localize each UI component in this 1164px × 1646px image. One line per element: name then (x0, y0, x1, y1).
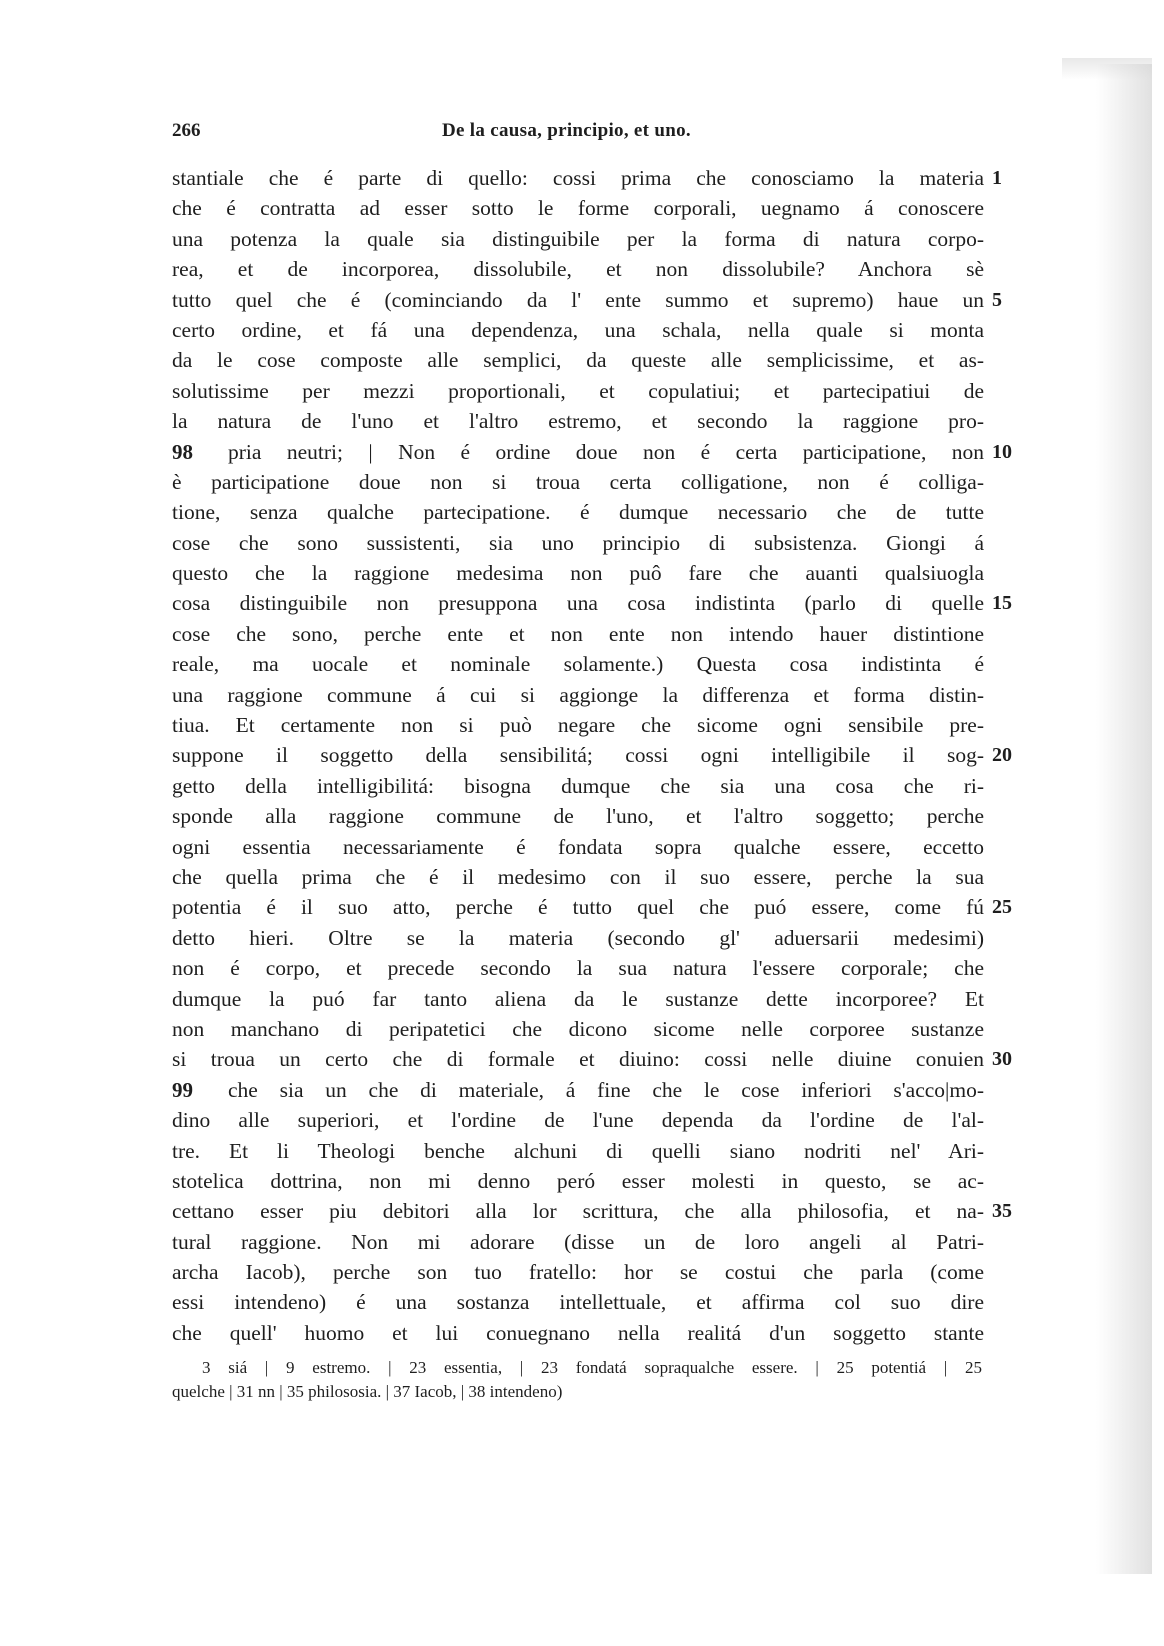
footnote-line: 3 siá | 9 estremo. | 23 essentia, | 23 fondatá sopraqualche essere. | 25 potentiá | 25 (202, 1358, 982, 1377)
line-text: tutto quel che é (cominciando da l' ente summo et supremo) haue un (172, 287, 984, 312)
text-line (172, 984, 984, 1014)
text-line (172, 1014, 984, 1044)
line-text: una potenza la quale sia distinguibile per la forma di natura corpo- (172, 226, 984, 251)
text-line (172, 649, 984, 679)
text-line (172, 497, 984, 527)
text-line (172, 285, 1002, 315)
line-text: stotelica dottrina, non mi denno peró esser molesti in questo, se ac- (172, 1168, 984, 1193)
line-text: tiua. Et certamente non si può negare che sicome ogni sensibile pre- (172, 713, 984, 738)
line-text: cosa distinguibile non presuppona una cosa indistinta (parlo di quelle (172, 591, 984, 616)
line-text: che é contratta ad esser sotto le forme corporali, uegnamo á conoscere (172, 196, 984, 221)
line-number: 30 (992, 1048, 1012, 1071)
text-line (172, 1075, 984, 1105)
text-line (172, 1257, 984, 1287)
line-text: cose che sono, perche ente et non ente non intendo hauer distintione (172, 621, 984, 646)
text-line (172, 1136, 984, 1166)
main-text (172, 163, 1012, 1348)
line-number: 15 (992, 592, 1012, 615)
line-text: questo che la raggione medesima non puô fare che auanti qualsiuogla (172, 561, 984, 586)
text-line (172, 588, 1012, 618)
line-text: archa Iacob), perche son tuo fratello: hor se costui che parla (come (172, 1260, 984, 1285)
line-text: cettano esser piu debitori alla lor scrittura, che alla philosofia, et na- (172, 1199, 984, 1224)
line-text: ogni essentia necessariamente é fondata sopra qualche essere, eccetto (172, 834, 984, 859)
line-text: potentia é il suo atto, perche é tutto quel che puó essere, come fú (172, 895, 984, 920)
line-text: sponde alla raggione commune de l'uno, et l'altro soggetto; perche (172, 804, 984, 829)
text-line (172, 163, 1002, 193)
text-line (172, 406, 984, 436)
line-text: stantiale che é parte di quello: cossi prima che conosciamo la materia (172, 166, 984, 190)
line-text: si troua un certo che di formale et diuino: cossi nelle diuine conuien (172, 1047, 984, 1072)
line-text: da le cose composte alle semplici, da queste alle semplicissime, et as- (172, 348, 984, 373)
line-text: tione, senza qualche partecipatione. é dumque necessario che de tutte (172, 500, 984, 525)
text-line (172, 1318, 984, 1348)
line-text: una raggione commune á cui si aggionge la differenza et forma distin- (172, 682, 984, 707)
line-number: 35 (992, 1200, 1012, 1223)
scan-top-shadow (1062, 58, 1152, 80)
text-line (172, 1166, 984, 1196)
text-line (172, 680, 984, 710)
text-line (172, 558, 984, 588)
line-text: reale, ma uocale et nominale solamente.) Questa cosa indistinta é (172, 652, 984, 677)
text-line (172, 1105, 984, 1135)
line-text: tre. Et li Theologi benche alchuni di quelli siano nodriti nel' Ari- (172, 1138, 984, 1163)
text-line (172, 953, 984, 983)
line-text: che sia un che di materiale, á fine che le cose inferiori s'acco|mo- (228, 1077, 984, 1102)
line-text: certo ordine, et fá una dependenza, una schala, nella quale si monta (172, 317, 984, 342)
text-line (172, 254, 984, 284)
line-text: non manchano di peripatetici che dicono sicome nelle corporee sustanze (172, 1016, 984, 1041)
line-text: detto hieri. Oltre se la materia (secondo gl' aduersarii medesimi) (172, 925, 984, 950)
text-line (172, 740, 1012, 770)
line-number: 10 (992, 440, 1012, 463)
line-text: tural raggione. Non mi adorare (disse un de loro angeli al Patri- (172, 1229, 984, 1254)
line-number: 25 (992, 896, 1012, 919)
line-text: dino alle superiori, et l'ordine de l'une dependa da l'ordine de l'al- (172, 1108, 984, 1133)
running-title: De la causa, principio, et uno. (442, 120, 691, 141)
line-text: rea, et de incorporea, dissolubile, et non dissolubile? Anchora sè (172, 257, 984, 282)
line-text: che quella prima che é il medesimo con il suo essere, perche la sua (172, 864, 984, 889)
line-text: non é corpo, et precede secondo la sua natura l'essere corporale; che (172, 956, 984, 981)
text-line (172, 832, 984, 862)
line-text: che quell' huomo et lui conuegnano nella realitá d'un soggetto stante (172, 1320, 984, 1345)
line-number: 5 (992, 288, 1002, 311)
text-line (172, 345, 984, 375)
text-line (172, 224, 984, 254)
line-text: getto della intelligibilitá: bisogna dumque che sia una cosa che ri- (172, 773, 984, 798)
line-number: 20 (992, 744, 1012, 767)
text-line (172, 193, 984, 223)
line-text: dumque la puó far tanto aliena da le sustanze dette incorporee? Et (172, 986, 984, 1011)
line-text: cose che sono sussistenti, sia uno principio di subsistenza. Giongi á (172, 530, 984, 555)
text-line (172, 1196, 1012, 1226)
text-line (172, 467, 984, 497)
line-number: 1 (992, 167, 1002, 189)
text-line (172, 710, 984, 740)
page-number: 266 (172, 120, 201, 141)
text-line (172, 376, 984, 406)
text-line (172, 892, 1012, 922)
line-text: è participatione doue non si troua certa colligatione, non é colliga- (172, 469, 984, 494)
text-line (172, 1287, 984, 1317)
text-line (172, 923, 984, 953)
text-line (172, 862, 984, 892)
line-text: pria neutri; | Non é ordine doue non é certa participatione, non (228, 439, 984, 464)
line-text: essi intendeno) é una sostanza intellettuale, et affirma col suo dire (172, 1290, 984, 1315)
text-line (172, 771, 984, 801)
text-line (172, 801, 984, 831)
scan-edge-shadow (1096, 64, 1152, 1574)
page-header (172, 120, 982, 150)
text-line (172, 1044, 1012, 1074)
edition-page-ref: 98 (172, 439, 193, 464)
footnotes (172, 1356, 992, 1404)
edition-page-ref: 99 (172, 1077, 193, 1102)
text-line (172, 437, 1012, 467)
line-text: suppone il soggetto della sensibilitá; cossi ogni intelligibile il sog- (172, 743, 984, 768)
line-text: la natura de l'uno et l'altro estremo, et secondo la raggione pro- (172, 409, 984, 434)
footnote-line: quelche | 31 nn | 35 philososia. | 37 Iacob, | 38 intendeno) (172, 1382, 563, 1401)
text-line (172, 528, 984, 558)
line-text: solutissime per mezzi proportionali, et copulatiui; et partecipatiui de (172, 378, 984, 403)
text-line (172, 315, 984, 345)
text-line (172, 619, 984, 649)
text-line (172, 1227, 984, 1257)
